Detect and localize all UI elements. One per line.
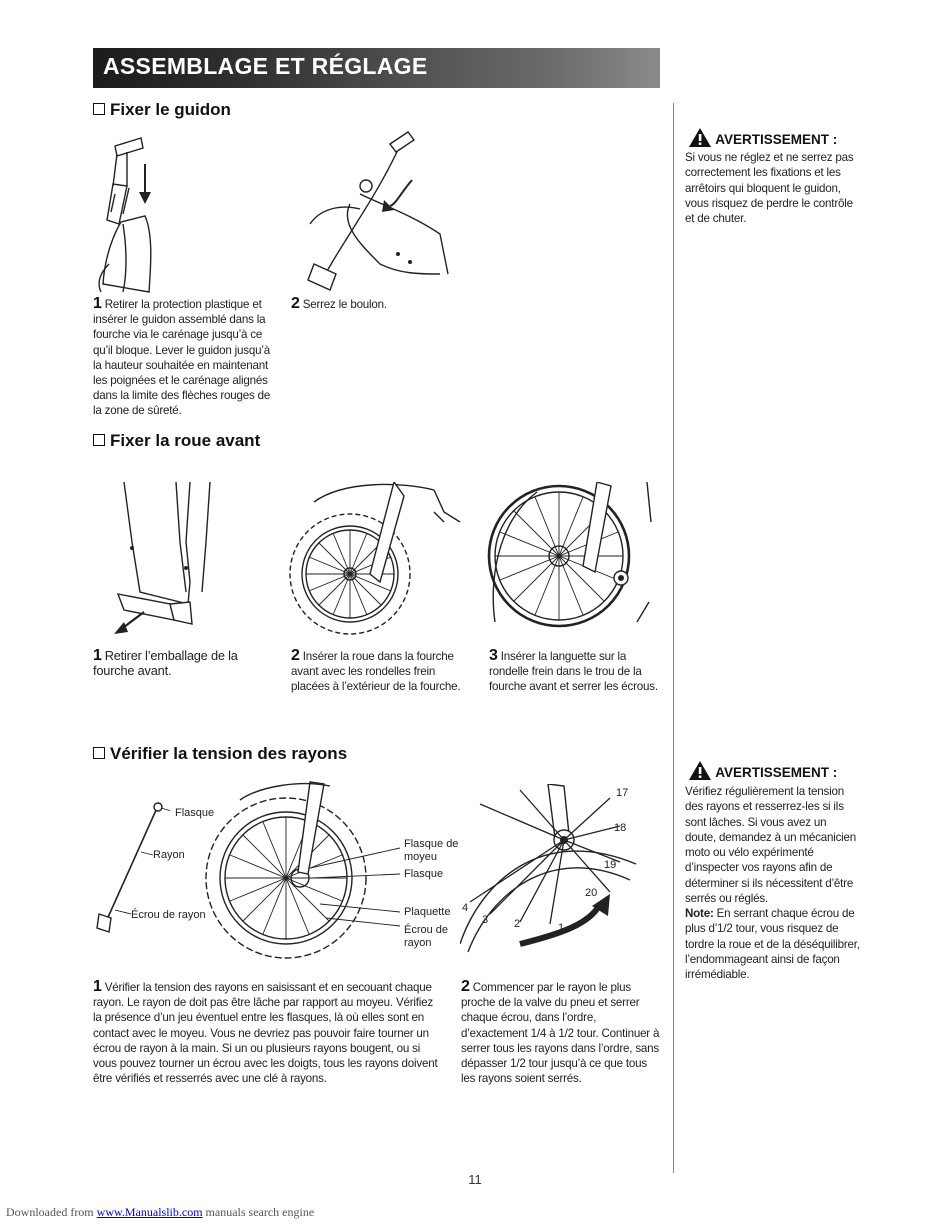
spoke-number-19: 19 [604, 859, 617, 871]
warning-title-handlebar: AVERTISSEMENT : [688, 127, 837, 148]
page-number: 11 [468, 1172, 482, 1187]
label-rayon: Rayon [153, 849, 185, 861]
spoke-number-4: 4 [462, 902, 469, 914]
page-title: ASSEMBLAGE ET RÉGLAGE [103, 53, 428, 79]
column-divider [673, 103, 674, 1173]
label-ecrou-de-rayon-2: Écrou de rayon [404, 924, 449, 949]
warning-note: Note: En serrant chaque écrou de plus d’1/2 tour, vous risquez de tordre la roue et de la déséquilibrer, l’endommageant ainsi de façon irrémédiable. [685, 907, 860, 982]
spoke-number-1: 1 [558, 922, 565, 934]
front-wheel-step-1: 1 Retirer l’emballage de la fourche avant. [93, 647, 238, 679]
download-footer: Downloaded from www.Manualslib.com manuals search engine [6, 1205, 315, 1219]
warning-icon [688, 127, 712, 148]
warning-icon [688, 760, 712, 781]
spoke-number-3: 3 [482, 914, 489, 926]
illustration-brake-washer [487, 482, 655, 632]
label-flasque-2: Flasque [404, 868, 444, 880]
checkbox-icon [93, 103, 105, 115]
checkbox-icon [93, 747, 105, 759]
label-ecrou-de-rayon: Écrou de rayon [131, 909, 206, 921]
illustration-wheel-labels [200, 778, 410, 970]
checkbox-icon [93, 434, 105, 446]
front-wheel-step-2: 2 Insérer la roue dans la fourche avant avec les rondelles frein placées à l’extérieur de la fourche. [291, 647, 461, 694]
heading-handlebar: Fixer le guidon [93, 100, 231, 120]
section-banner [93, 48, 660, 88]
spokes-step-1: 1 Vérifier la tension des rayons en saisissant et en secouant chaque rayon. Le rayon de doit pas être lâche par rapport au moyeu. Vérifiez la présence d’un jeu éventuel entre les flasques, là où elles sont en contact avec le moyeu. Vous ne devriez pas pouvoir faire tourner un écrou de rayon à la main. Si un ou plusieurs rayons bougent, ou si vous pouvez tourner un écrou avec les doigts, tous les rayons doivent être vérifiés et resserrés avec une clé à rayons. [93, 978, 438, 1086]
spoke-number-18: 18 [614, 822, 627, 834]
handlebar-step-1: 1 Retirer la protection plastique et insérer le guidon assemblé dans la fourche via le carénage jusqu’à ce qu’il bloque. Lever le guidon jusqu’à la hauteur souhaitée en maintenant les poignées et le carénage alignés dans la limite des flèches rouges de la zone de sûreté. [93, 295, 271, 418]
manualslib-link[interactable]: www.Manualslib.com [96, 1205, 203, 1219]
illustration-wheel-insert [284, 482, 466, 642]
warning-title-spokes: AVERTISSEMENT : [688, 760, 837, 781]
label-flasque: Flasque [175, 807, 215, 819]
spokes-step-2: 2 Commencer par le rayon le plus proche de la valve du pneu et serrer chaque écrou, dans l’ordre, d’exactement 1/4 à 1/2 tour. Continuer à serrer tous les rayons dans l’ordre, sans dépasser 1/2 tour jusqu’à ce que tous les rayons soient serrés. [461, 978, 660, 1086]
heading-spokes: Vérifier la tension des rayons [93, 744, 347, 764]
label-flasque-de-moyeu: Flasque de moyeu [404, 838, 459, 863]
warning-text-spokes: Vérifiez régulièrement la tension des rayons et resserrez-les si ils sont lâches. Si vous avez un doute, demandez à un mécanicien moto ou vélo expérimenté d’inspecter vos rayons afin de déterminer si ils nécessitent d’être serrés ou réglés. [685, 785, 857, 906]
illustration-handlebar-insert [93, 124, 168, 296]
label-plaquette: Plaquette [404, 906, 451, 918]
spoke-number-20: 20 [585, 887, 598, 899]
warning-text-handlebar: Si vous ne réglez et ne serrez pas correctement les fixations et les arrêtoirs qui bloquent le guidon, vous risquez de perdre le contrôle et de chuter. [685, 151, 854, 226]
front-wheel-step-3: 3 Insérer la languette sur la rondelle frein dans le trou de la fourche avant et serrer les écrous. [489, 647, 658, 694]
spoke-number-2: 2 [514, 918, 521, 930]
heading-front-wheel: Fixer la roue avant [93, 431, 260, 451]
handlebar-step-2: 2 Serrez le boulon. [291, 295, 387, 312]
illustration-fork-packaging [110, 482, 220, 637]
illustration-handlebar-bolt [300, 124, 450, 292]
spoke-number-17: 17 [616, 787, 629, 799]
